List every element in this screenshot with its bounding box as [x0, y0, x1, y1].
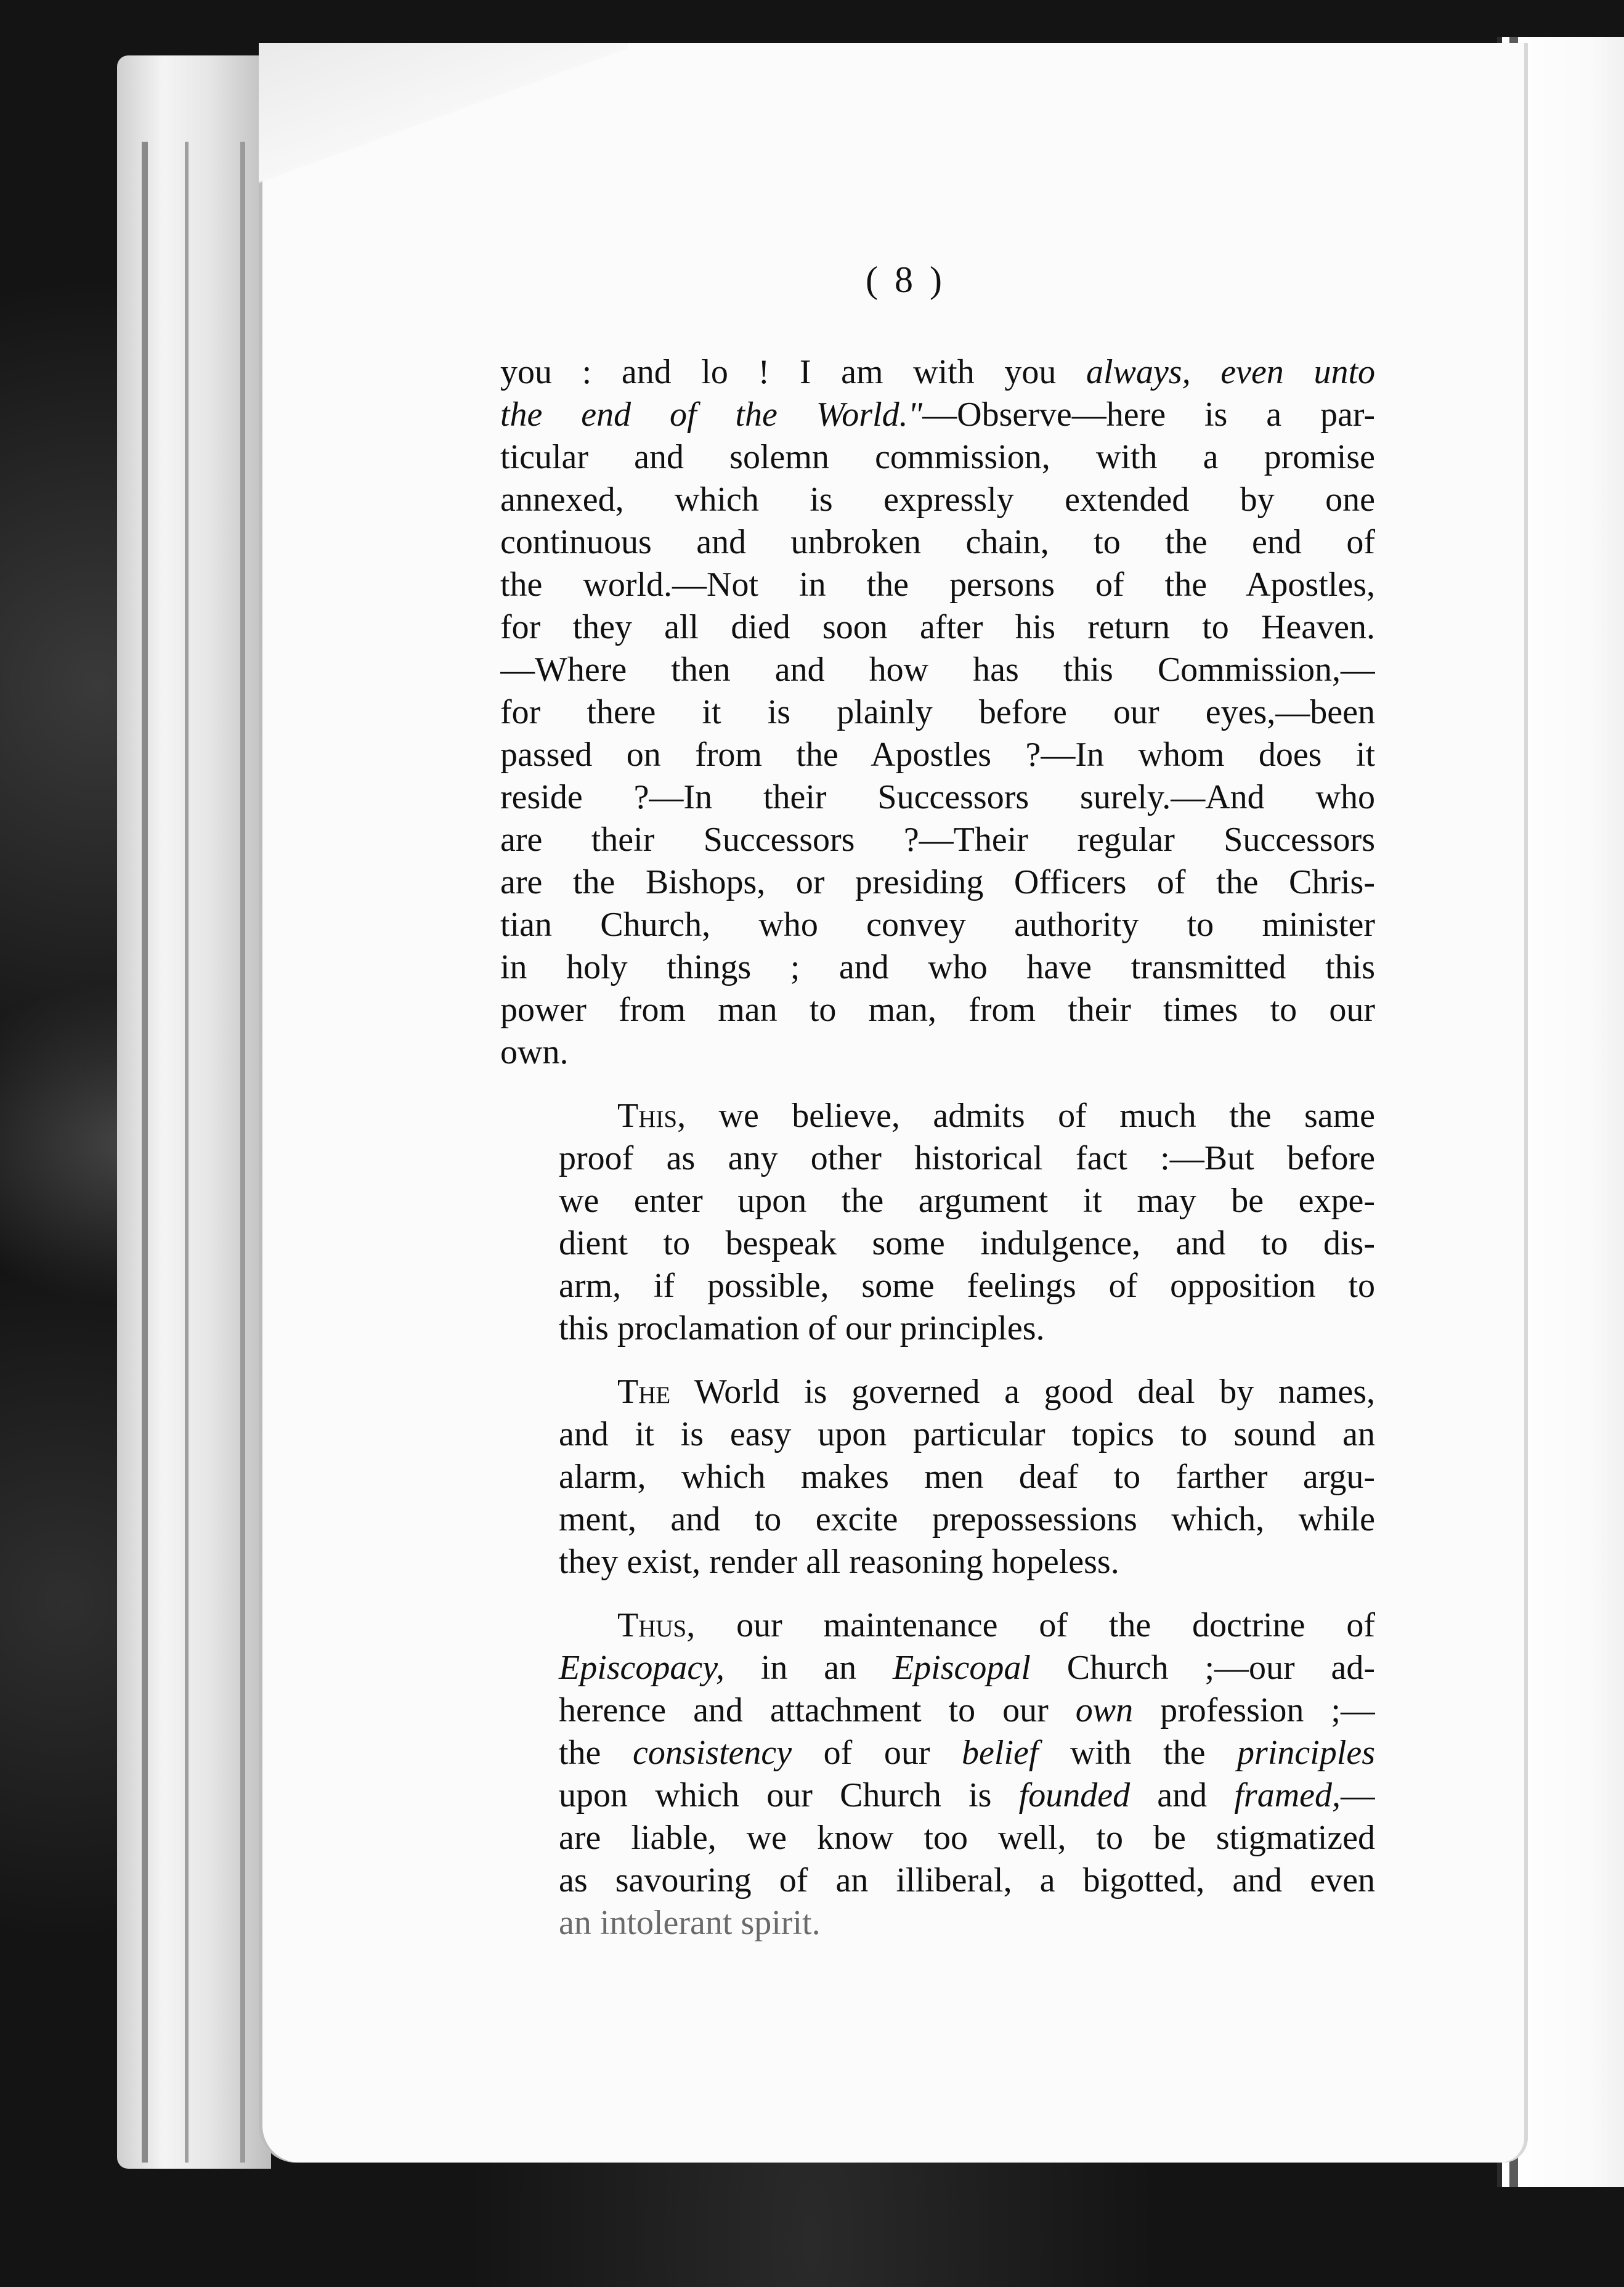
text-line [500, 351, 1375, 394]
text-segment: annexed, which is expressly extended by one [500, 481, 1375, 519]
text-segment: the world.—Not in the persons of the Apostles, [500, 566, 1375, 604]
paragraph [500, 1371, 1375, 1583]
text-segment: World is governed a good deal by names, [670, 1373, 1375, 1411]
text-segment: passed on from the Apostles ?—In whom does it [500, 736, 1375, 774]
text-segment: tian Church, who convey authority to minister [500, 906, 1375, 944]
text-segment: always, even unto [1086, 353, 1375, 391]
text-line [500, 861, 1375, 904]
text-segment: , our maintenance of the doctrine of [686, 1606, 1375, 1644]
text-segment: power from man to man, from their times to our [500, 991, 1375, 1029]
text-segment: are liable, we know too well, to be stigmatized [559, 1819, 1375, 1857]
text-line [500, 1859, 1375, 1902]
text-segment: reside ?—In their Successors surely.—And who [500, 778, 1375, 816]
text-segment: This [617, 1097, 678, 1135]
text-line [500, 436, 1375, 479]
text-segment: — [1341, 1776, 1375, 1814]
binding-edge-line [142, 142, 148, 2163]
text-line [500, 564, 1375, 606]
text-segment: in holy things ; and who have transmitted this [500, 948, 1375, 986]
text-segment: are their Successors ?—Their regular Successors [500, 821, 1375, 859]
text-line [500, 989, 1375, 1031]
text-line [500, 1137, 1375, 1180]
text-segment: this proclamation of our principles. [559, 1309, 1045, 1347]
text-segment: in an [725, 1649, 893, 1687]
text-segment: for they all died soon after his return to Heaven. [500, 608, 1375, 646]
text-segment: framed, [1234, 1776, 1341, 1814]
text-segment: continuous and unbroken chain, to the end of [500, 523, 1375, 561]
text-segment: , we believe, admits of much the same [677, 1097, 1375, 1135]
text-segment: The [617, 1373, 671, 1411]
text-segment: an intolerant spirit. [559, 1904, 821, 1942]
text-line [500, 1456, 1375, 1498]
text-line [500, 1647, 1375, 1689]
page-number: ( 8 ) [866, 259, 946, 300]
text-segment: belief [962, 1734, 1039, 1772]
text-segment: Episcopacy, [559, 1649, 725, 1687]
text-line [500, 1774, 1375, 1817]
text-segment: as savouring of an illiberal, a bigotted, and even [559, 1861, 1375, 1899]
text-segment: —Where then and how has this Commission,— [500, 651, 1375, 689]
text-segment: Church ;—our ad- [1030, 1649, 1375, 1687]
text-segment: proof as any other historical fact :—But before [559, 1139, 1375, 1177]
text-line [500, 1604, 1375, 1647]
page-fold [259, 43, 628, 185]
text-line [500, 691, 1375, 734]
text-line [500, 1902, 1375, 1944]
text-segment: with the [1038, 1734, 1238, 1772]
text-segment: of our [792, 1734, 962, 1772]
text-line [500, 1817, 1375, 1859]
text-segment: ment, and to excite prepossessions which, while [559, 1500, 1375, 1538]
text-line [500, 394, 1375, 436]
text-line [500, 1180, 1375, 1222]
text-line [500, 1689, 1375, 1732]
page-body-text [500, 351, 1375, 1965]
text-segment: the end of the World." [500, 396, 923, 434]
text-segment: principles [1237, 1734, 1375, 1772]
text-segment: upon which our Church is [559, 1776, 1019, 1814]
text-line [500, 1095, 1375, 1137]
text-segment: we enter upon the argument it may be expe- [559, 1182, 1375, 1220]
text-segment: herence and attachment to our [559, 1691, 1076, 1729]
text-line [500, 606, 1375, 649]
binding-strip [117, 55, 271, 2169]
text-segment: you : and lo ! I am with you [500, 353, 1087, 391]
text-line [500, 649, 1375, 691]
text-segment: alarm, which makes men deaf to farther argu- [559, 1458, 1375, 1496]
text-line [500, 1031, 1375, 1074]
text-segment: arm, if possible, some feelings of opposition to [559, 1267, 1375, 1305]
text-segment: own. [500, 1033, 569, 1071]
binding-edge-line [185, 142, 189, 2163]
text-segment: own [1075, 1691, 1134, 1729]
text-segment: for there it is plainly before our eyes,—been [500, 693, 1375, 731]
text-line [500, 479, 1375, 521]
text-line [500, 1413, 1375, 1456]
text-segment: profession ;— [1133, 1691, 1375, 1729]
text-segment: ticular and solemn commission, with a promise [500, 438, 1375, 476]
text-line [500, 521, 1375, 564]
text-line [500, 776, 1375, 819]
text-segment: are the Bishops, or presiding Officers of the Chris- [500, 863, 1375, 901]
text-segment: and it is easy upon particular topics to sound an [559, 1415, 1375, 1453]
text-line [500, 1732, 1375, 1774]
text-line [500, 1265, 1375, 1307]
text-segment: dient to bespeak some indulgence, and to dis- [559, 1224, 1375, 1262]
paragraph [500, 351, 1375, 1074]
text-line [500, 1307, 1375, 1350]
paragraph [500, 1604, 1375, 1944]
text-segment: —Observe—here is a par- [922, 396, 1375, 434]
text-segment: consistency [632, 1734, 792, 1772]
text-line [500, 734, 1375, 776]
text-line [500, 904, 1375, 946]
text-segment: founded [1018, 1776, 1131, 1814]
text-segment: and [1130, 1776, 1235, 1814]
text-line [500, 819, 1375, 861]
text-segment: Episcopal [892, 1649, 1031, 1687]
paragraph [500, 1095, 1375, 1350]
text-line [500, 946, 1375, 989]
text-line [500, 1371, 1375, 1413]
text-line [500, 1541, 1375, 1583]
binding-edge-line [240, 142, 245, 2163]
text-segment: they exist, render all reasoning hopeless. [559, 1543, 1119, 1581]
text-segment: the [559, 1734, 633, 1772]
text-line [500, 1222, 1375, 1265]
text-segment: Thus [617, 1606, 687, 1644]
text-line [500, 1498, 1375, 1541]
